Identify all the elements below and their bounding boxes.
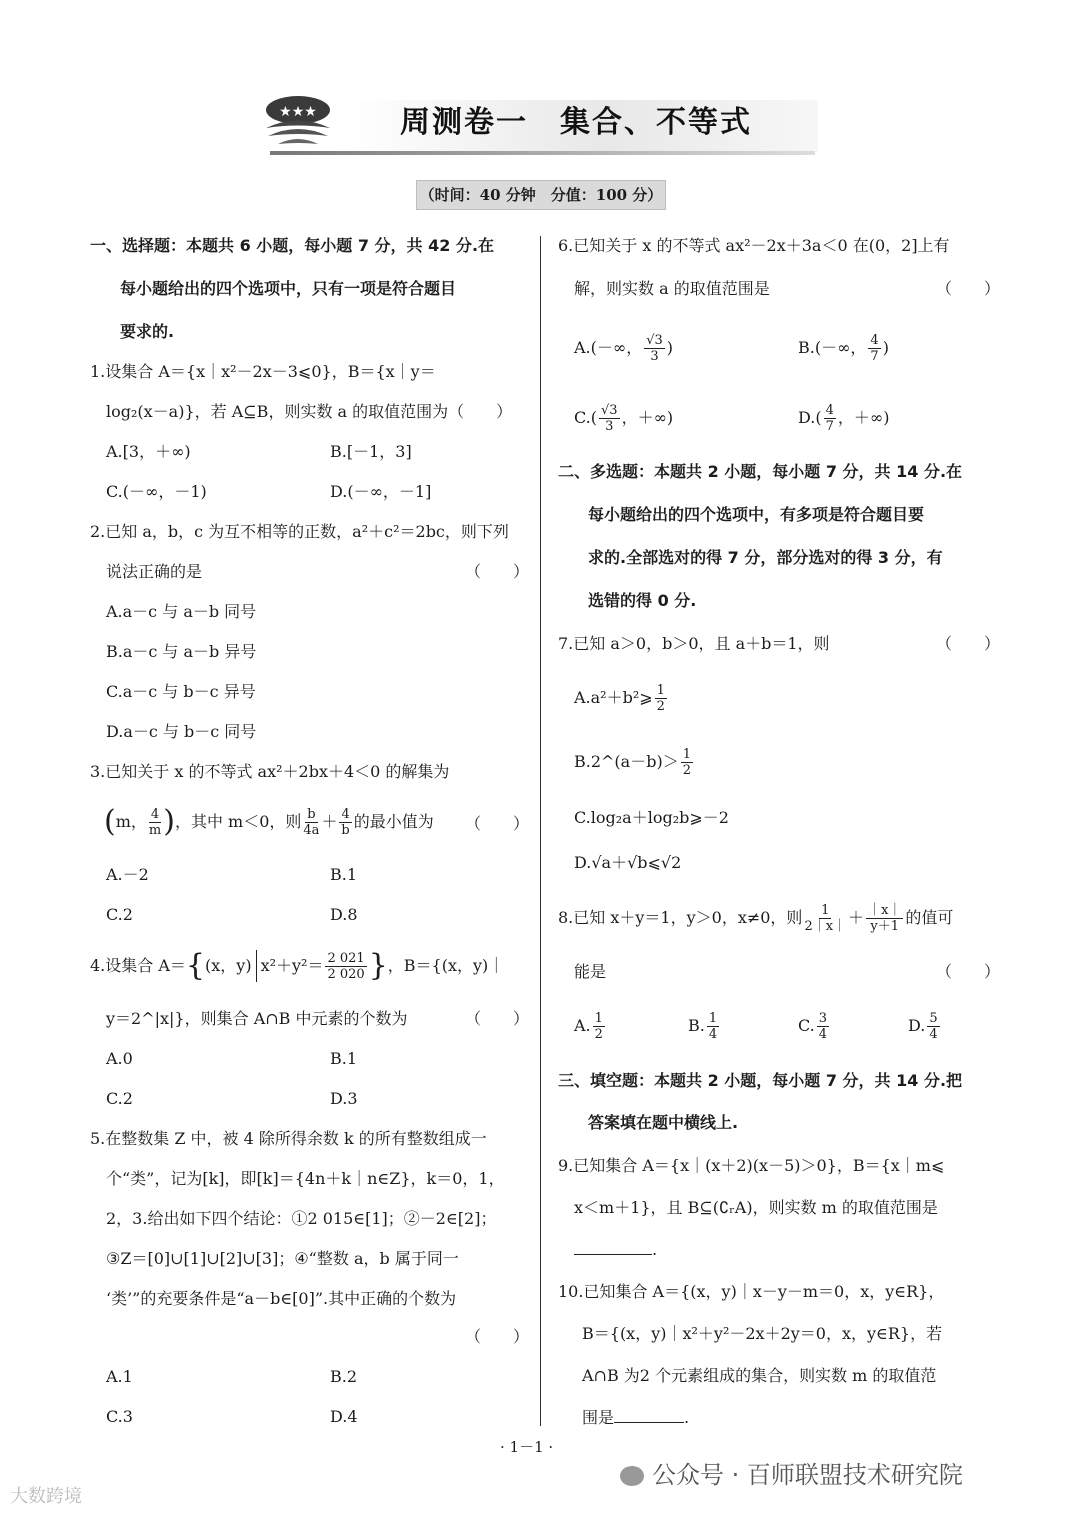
- page-title: 周测卷一 集合、不等式: [400, 105, 752, 140]
- question-7-text: 7.已知 a＞0，b＞0，且 a＋b＝1，则: [558, 634, 830, 653]
- section-2-heading-line2: 每小题给出的四个选项中，有多项是符合题目要: [588, 505, 925, 524]
- question-4-answer-paren: （ ）: [465, 1009, 530, 1028]
- question-10-text-line3: A∩B 为2 个元素组成的集合，则实数 m 的取值范: [582, 1366, 937, 1385]
- section-1-heading: 一、选择题：本题共 6 小题，每小题 7 分，共 42 分.在: [90, 236, 495, 255]
- logo-icon: [258, 88, 338, 158]
- question-5-option-c: C.3: [106, 1407, 133, 1426]
- question-4-text-line2: y＝2^|x|}，则集合 A∩B 中元素的个数为: [106, 1009, 408, 1028]
- section-1-heading-line2: 每小题给出的四个选项中，只有一项是符合题目: [120, 279, 457, 298]
- answer-blank[interactable]: [574, 1240, 652, 1255]
- question-7-answer-paren: （ ）: [936, 634, 1001, 653]
- question-5-text: 5.在整数集 Z 中，被 4 除所得余数 k 的所有整数组成一: [90, 1129, 487, 1148]
- question-8-option-d: D. $\frac{5}{4}$: [908, 1010, 938, 1042]
- question-5-text-line4: ③Z＝[0]∪[1]∪[2]∪[3]；④“整数 a，b 属于同一: [106, 1249, 459, 1268]
- question-1-option-b: B.[－1，3]: [330, 442, 412, 461]
- question-7-option-c: C.log₂a＋log₂b⩾－2: [574, 808, 729, 827]
- question-5-text-line2: 个“类”，记为[k]，即[k]＝{4n＋k｜n∈Z}，k＝0，1，: [106, 1169, 505, 1188]
- question-10-text: 10.已知集合 A＝{(x，y)｜x－y－m＝0，x，y∈R}，: [558, 1282, 945, 1301]
- question-2-option-a: A.a－c 与 a－b 同号: [106, 602, 257, 621]
- page-number: · 1－1 ·: [500, 1438, 554, 1456]
- question-6-option-b: B.(－∞， $\frac{4}{7}$ ): [798, 332, 889, 364]
- question-8-option-c: C. $\frac{3}{4}$: [798, 1010, 828, 1042]
- question-6-answer-paren: （ ）: [936, 279, 1001, 298]
- question-8-text-line2: 能是: [574, 962, 607, 981]
- question-4-text: 4.设集合 A＝ { (x，y) x²＋y²＝ $\frac{2 021}{2 020}$ } ，B＝{(x，y)｜: [90, 948, 505, 983]
- fraction-4-over-m: $\frac{4}{m}$: [148, 806, 162, 838]
- question-1-text: 1.设集合 A＝{x｜x²－2x－3⩽0}，B＝{x｜y＝: [90, 362, 436, 381]
- question-2-option-c: C.a－c 与 b－c 异号: [106, 682, 256, 701]
- question-3-answer-paren: （ ）: [465, 814, 530, 833]
- question-5-answer-paren: （ ）: [465, 1327, 530, 1346]
- question-9-text-line2: x＜m＋1}，且 B⊆(∁ᵣA)，则实数 m 的取值范围是: [574, 1198, 938, 1217]
- section-3-heading: 三、填空题：本题共 2 小题，每小题 7 分，共 14 分.把: [558, 1071, 963, 1090]
- section-2-heading: 二、多选题：本题共 2 小题，每小题 7 分，共 14 分.在: [558, 462, 963, 481]
- question-8-option-a: A. $\frac{1}{2}$: [574, 1010, 603, 1042]
- question-1-text-line2: log₂(x－a)}，若 A⊆B，则实数 a 的取值范围为（ ）: [106, 402, 513, 421]
- question-5-option-a: A.1: [106, 1367, 133, 1386]
- section-2-heading-line3: 求的.全部选对的得 7 分，部分选对的得 3 分，有: [588, 548, 943, 567]
- question-4-option-b: B.1: [330, 1049, 358, 1068]
- question-2-option-b: B.a－c 与 a－b 异号: [106, 642, 257, 661]
- question-9-text: 9.已知集合 A＝{x｜(x＋2)(x－5)＞0}，B＝{x｜m⩽: [558, 1156, 945, 1175]
- question-10-text-line4: 围是 .: [582, 1408, 690, 1427]
- question-3-text: 3.已知关于 x 的不等式 ax²＋2bx＋4＜0 的解集为: [90, 762, 450, 781]
- question-2-option-d: D.a－c 与 b－c 同号: [106, 722, 257, 741]
- question-10-text-line2: B＝{(x，y)｜x²＋y²－2x＋2y＝0，x，y∈R}，若: [582, 1324, 943, 1343]
- question-5-text-line5: ‘类’”的充要条件是“a－b∈[0]”.其中正确的个数为: [106, 1289, 457, 1308]
- section-2-heading-line4: 选错的得 0 分.: [588, 591, 697, 610]
- column-divider: [540, 236, 541, 1426]
- question-3-text-line2: ( m， $\frac{4}{m}$ ) ，其中 m＜0，则 $\frac{b}{4a}$ ＋ $\frac{4}{b}$ 的最小值为: [104, 804, 434, 839]
- question-4-option-a: A.0: [106, 1049, 133, 1068]
- question-9-answer: .: [574, 1240, 657, 1260]
- question-8-option-b: B. $\frac{1}{4}$: [688, 1010, 718, 1042]
- exam-info: （时间：40 分钟 分值：100 分）: [416, 180, 666, 210]
- fraction-b-over-4a: $\frac{b}{4a}$: [303, 806, 320, 838]
- question-3-option-d: D.8: [330, 905, 358, 924]
- svg-text:★★★: ★★★: [279, 104, 317, 120]
- question-6-text-line2: 解，则实数 a 的取值范围是: [574, 279, 770, 298]
- question-1-option-c: C.(－∞，－1): [106, 482, 207, 501]
- title-underline: [270, 151, 815, 155]
- question-2-text-line2: 说法正确的是: [106, 562, 203, 581]
- question-1-option-d: D.(－∞，－1]: [330, 482, 432, 501]
- wechat-icon: [620, 1466, 644, 1486]
- question-4-option-d: D.3: [330, 1089, 358, 1108]
- question-6-option-c: C.( $\frac{√3}{3}$ ，＋∞): [574, 402, 674, 434]
- question-7-option-d: D.√a＋√b⩽√2: [574, 853, 682, 872]
- section-1-heading-line3: 要求的.: [120, 322, 175, 341]
- question-6-text: 6.已知关于 x 的不等式 ax²－2x＋3a＜0 在(0，2]上有: [558, 236, 950, 255]
- question-8-text: 8.已知 x＋y＝1，y＞0，x≠0，则 $\frac{1}{2|x|}$ ＋ $\frac{|x|}{y+1}$ 的值可: [558, 902, 954, 934]
- question-2-answer-paren: （ ）: [465, 562, 530, 581]
- question-5-option-b: B.2: [330, 1367, 358, 1386]
- question-6-option-a: A.(－∞， $\frac{√3}{3}$ ): [574, 332, 674, 364]
- question-8-answer-paren: （ ）: [936, 962, 1001, 981]
- answer-blank[interactable]: [614, 1408, 684, 1423]
- question-5-text-line3: 2，3.给出如下四个结论：①2 015∈[1]；②－2∈[2]；: [106, 1209, 497, 1228]
- question-7-option-a: A.a²＋b²⩾ $\frac{1}{2}$: [574, 682, 665, 714]
- fraction-2021-over-2020: $\frac{2 021}{2 020}$: [327, 950, 365, 982]
- question-1-option-a: A.[3，＋∞): [106, 442, 191, 461]
- section-3-heading-line2: 答案填在题中横线上.: [588, 1113, 739, 1132]
- watermark-secondary: 大数跨境: [10, 1486, 82, 1507]
- watermark: 公众号 · 百师联盟技术研究院: [620, 1455, 963, 1490]
- question-7-option-b: B.2^(a－b)＞ $\frac{1}{2}$: [574, 746, 691, 778]
- question-2-text: 2.已知 a，b，c 为互不相等的正数，a²＋c²＝2bc，则下列: [90, 522, 509, 541]
- question-3-option-c: C.2: [106, 905, 133, 924]
- question-3-option-b: B.1: [330, 865, 358, 884]
- question-3-option-a: A.－2: [106, 865, 149, 884]
- question-5-option-d: D.4: [330, 1407, 358, 1426]
- question-4-option-c: C.2: [106, 1089, 133, 1108]
- question-6-option-d: D.( $\frac{4}{7}$ ，＋∞): [798, 402, 890, 434]
- fraction-4-over-b: $\frac{4}{b}$: [341, 806, 350, 838]
